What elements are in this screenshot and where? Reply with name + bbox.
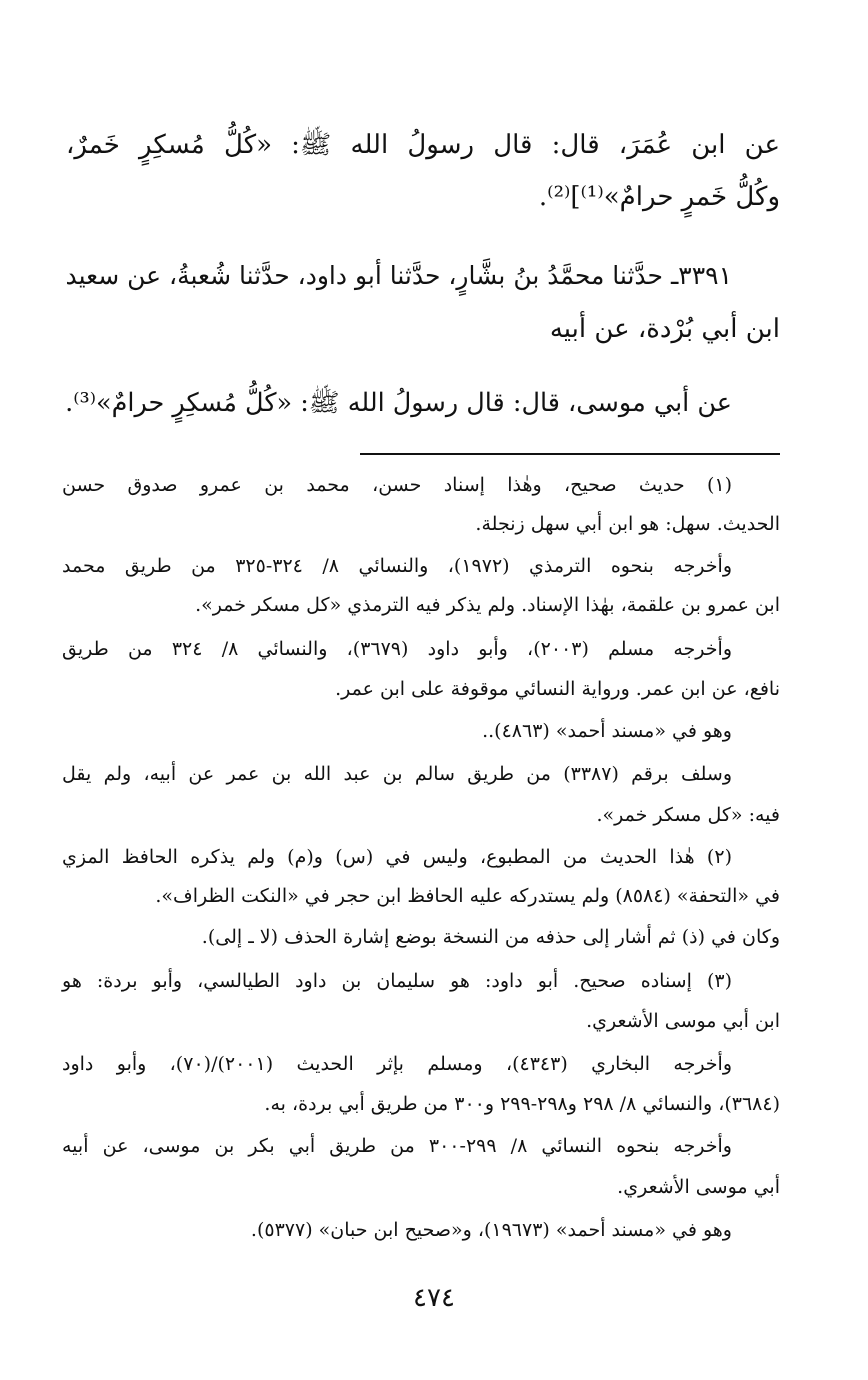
footnote-1-line-3: وأخرجه بنحوه الترمذي (١٩٧٢)، والنسائي ٨/ ٣٢٤-٣٢٥ من طريق محمد	[62, 555, 732, 577]
footnote-2-line-2: في «التحفة» (٨٥٨٤) ولم يستدركه عليه الحافظ ابن حجر في «النكت الظراف».	[155, 885, 780, 907]
footnote-separator	[360, 453, 780, 455]
footnote-1-line-2: الحديث. سهل: هو ابن أبي سهل زنجلة.	[475, 513, 780, 535]
footnote-3-line-1: (٣) إسناده صحيح. أبو داود: هو سليمان بن داود الطيالسي، وأبو بردة: هو	[62, 970, 732, 992]
footnote-2-line-1: (٢) هٰذا الحديث من المطبوع، وليس في (س) و(م) ولم يذكره الحافظ المزي	[62, 846, 732, 868]
footnote-1-line-4: ابن عمرو بن علقمة، بهٰذا الإسناد. ولم يذكر فيه الترمذي «كل مسكر خمر».	[195, 594, 780, 616]
footnote-1-line-9: فيه: «كل مسكر خمر».	[596, 804, 780, 826]
footnote-3-line-5: وأخرجه بنحوه النسائي ٨/ ٢٩٩-٣٠٠ من طريق أبي بكر بن موسى، عن أبيه	[62, 1135, 732, 1157]
footnote-1-line-5: وأخرجه مسلم (٢٠٠٣)، وأبو داود (٣٦٧٩)، والنسائي ٨/ ٣٢٤ من طريق	[62, 638, 732, 660]
footnote-1-line-7: وهو في «مسند أحمد» (٤٨٦٣)..	[482, 720, 732, 742]
footnote-3-line-3: وأخرجه البخاري (٤٣٤٣)، ومسلم بإثر الحديث (٢٠٠١)/(٧٠)، وأبو داود	[62, 1053, 732, 1075]
footnote-2-line-3: وكان في (ذ) ثم أشار إلى حذفه من النسخة بوضع إشارة الحذف (لا ـ إلى).	[201, 926, 780, 948]
footnote-3-line-6: أبي موسى الأشعري.	[617, 1176, 780, 1198]
footnote-1-line-6: نافع، عن ابن عمر. ورواية النسائي موقوفة على ابن عمر.	[335, 678, 780, 700]
hadith-3391-matn: عن أبي موسى، قال: قال رسولُ الله ﷺ: «كُلُّ مُسكِرٍ حرامٌ»⁽³⁾.	[65, 388, 732, 418]
page-number: ٤٧٤	[413, 1283, 455, 1313]
footnote-1-line-1: (١) حديث صحيح، وهٰذا إسناد حسن، محمد بن عمرو صدوق حسن	[62, 474, 732, 496]
hadith-3391-isnad-line-2: ابن أبي بُرْدة، عن أبيه	[549, 314, 780, 344]
hadith-3391-isnad-line-1: ٣٣٩١ـ حدَّثنا محمَّدُ بنُ بشَّارٍ، حدَّثنا أبو داود، حدَّثنا شُعبةُ، عن سعيد	[65, 261, 732, 290]
footnote-1-line-8: وسلف برقم (٣٣٨٧) من طريق سالم بن عبد الله بن عمر عن أبيه، ولم يقل	[62, 763, 732, 785]
footnote-3-line-7: وهو في «مسند أحمد» (١٩٦٧٣)، و«صحيح ابن حبان» (٥٣٧٧).	[250, 1219, 732, 1241]
hadith-3390-line-1: عن ابن عُمَرَ، قال: قال رسولُ الله ﷺ: «كُلُّ مُسكِرٍ خَمرٌ،	[66, 130, 780, 160]
footnote-3-line-2: ابن أبي موسى الأشعري.	[586, 1010, 780, 1032]
hadith-3390-line-2: وكُلُّ خَمرٍ حرامٌ»⁽¹⁾]⁽²⁾.	[538, 182, 780, 212]
footnote-3-line-4: (٣٦٨٤)، والنسائي ٨/ ٢٩٨ و٢٩٨-٢٩٩ و٣٠٠ من طريق أبي بردة، به.	[264, 1093, 780, 1115]
